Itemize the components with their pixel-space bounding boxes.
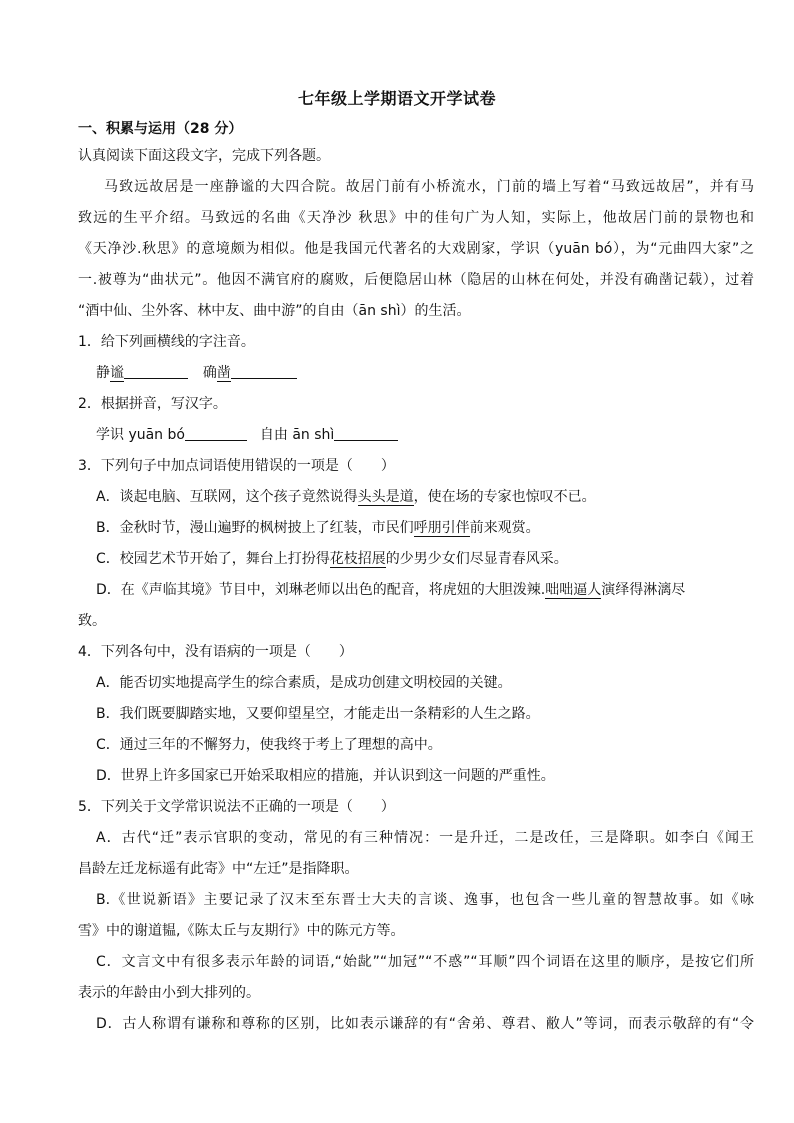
answer-blank[interactable] [185, 426, 247, 441]
q4-option: C．通过三年的不懈努力，使我终于考上了理想的高中。 [96, 737, 442, 753]
passage-line: 马致远故居是一座静谧的大四合院。故居门前有小桥流水，门前的墙上写着“马致远故居”，并有马 [104, 179, 754, 195]
q5-line: 表示的年龄由小到大排列的。 [78, 985, 260, 1001]
q5-line: C．文言文中有很多表示年龄的词语,“始龀”“加冠”“不惑”“耳顺”四个词语在这里的顺序，是按它们所 [96, 954, 754, 970]
q5-line: A．古代“迁”表示官职的变动，常见的有三种情况：一是升迁，二是改任，三是降职。如李白《闻王 [96, 830, 754, 846]
q5-line: B.《世说新语》主要记录了汉末至东晋士大夫的言谈、逸事，也包含一些儿童的智慧故事。如《咏 [96, 892, 754, 908]
section-heading: 一、积累与运用（28 分） [78, 121, 243, 137]
question-2-stem: 2．根据拼音，写汉字。 [78, 396, 227, 412]
q3-option-d-cont: 致。 [78, 613, 106, 629]
answer-blank[interactable] [231, 364, 297, 379]
passage-line: 《天净沙.秋思》的意境颇为相似。他是我国元代著名的大戏剧家，学识（yuān bó），为“元曲四大家”之 [78, 241, 754, 257]
q2-pinyin: 学识 yuān bó [96, 427, 185, 443]
passage-line: 致远的生平介绍。马致远的名曲《天净沙 秋思》中的佳句广为人知，实际上，他故居门前的景物也和 [78, 210, 754, 226]
q2-pinyin: 自由 ān shì [259, 427, 335, 443]
q1-char-prefix: 确 [202, 365, 217, 381]
q1-underlined-char: 凿 [216, 365, 231, 381]
q3-option-c: C．校园艺术节开始了，舞台上打扮得花枝招展的少男少女们尽显青春风采。 [96, 551, 568, 567]
q4-option: A．能否切实地提高学生的综合素质，是成功创建文明校园的关键。 [96, 675, 512, 691]
answer-blank[interactable] [124, 364, 188, 379]
answer-blank[interactable] [334, 426, 398, 441]
q1-char-prefix: 静 [96, 365, 110, 381]
q5-line: 昌龄左迁龙标遥有此寄》中“左迁”是指降职。 [78, 861, 359, 877]
question-4-stem: 4．下列各句中，没有语病的一项是（ ） [78, 644, 353, 660]
question-1-items [96, 363, 754, 383]
q5-line: 雪》中的谢道韫,《陈太丘与友期行》中的陈元方等。 [78, 923, 405, 939]
q4-option: D．世界上许多国家已开始采取相应的措施，并认识到这一问题的严重性。 [96, 768, 555, 784]
instruction: 认真阅读下面这段文字，完成下列各题。 [78, 148, 330, 164]
q1-underlined-char: 谧 [110, 365, 124, 381]
question-3-stem: 3．下列句子中加点词语使用错误的一项是（ ） [78, 458, 395, 474]
q4-option: B．我们既要脚踏实地，又要仰望星空，才能走出一条精彩的人生之路。 [96, 706, 540, 722]
q5-line: D．古人称谓有谦称和尊称的区别，比如表示谦辞的有“舍弟、尊君、敝人”等词，而表示敬辞的有“令 [96, 1016, 754, 1032]
q3-option-b: B．金秋时节，漫山遍野的枫树披上了红装，市民们呼朋引伴前来观赏。 [96, 520, 540, 536]
q3-option-d: D．在《声临其境》节目中，刘琳老师以出色的配音，将虎妞的大胆泼辣.咄咄逼人演绎得淋漓尽 [96, 582, 686, 598]
passage-line: “酒中仙、尘外客、林中友、曲中游”的自由（ān shì）的生活。 [78, 303, 471, 319]
question-5-stem: 5．下列关于文学常识说法不正确的一项是（ ） [78, 799, 395, 815]
passage-line: 一.被尊为“曲状元”。他因不满官府的腐败，后便隐居山林（隐居的山林在何处，并没有确凿记载），过着 [78, 272, 754, 288]
q3-option-a: A．谈起电脑、互联网，这个孩子竟然说得头头是道，使在场的专家也惊叹不已。 [96, 489, 596, 505]
question-1-stem: 1．给下列画横线的字注音。 [78, 334, 255, 350]
question-2-items [96, 425, 754, 445]
page-title: 七年级上学期语文开学试卷 [297, 89, 496, 108]
